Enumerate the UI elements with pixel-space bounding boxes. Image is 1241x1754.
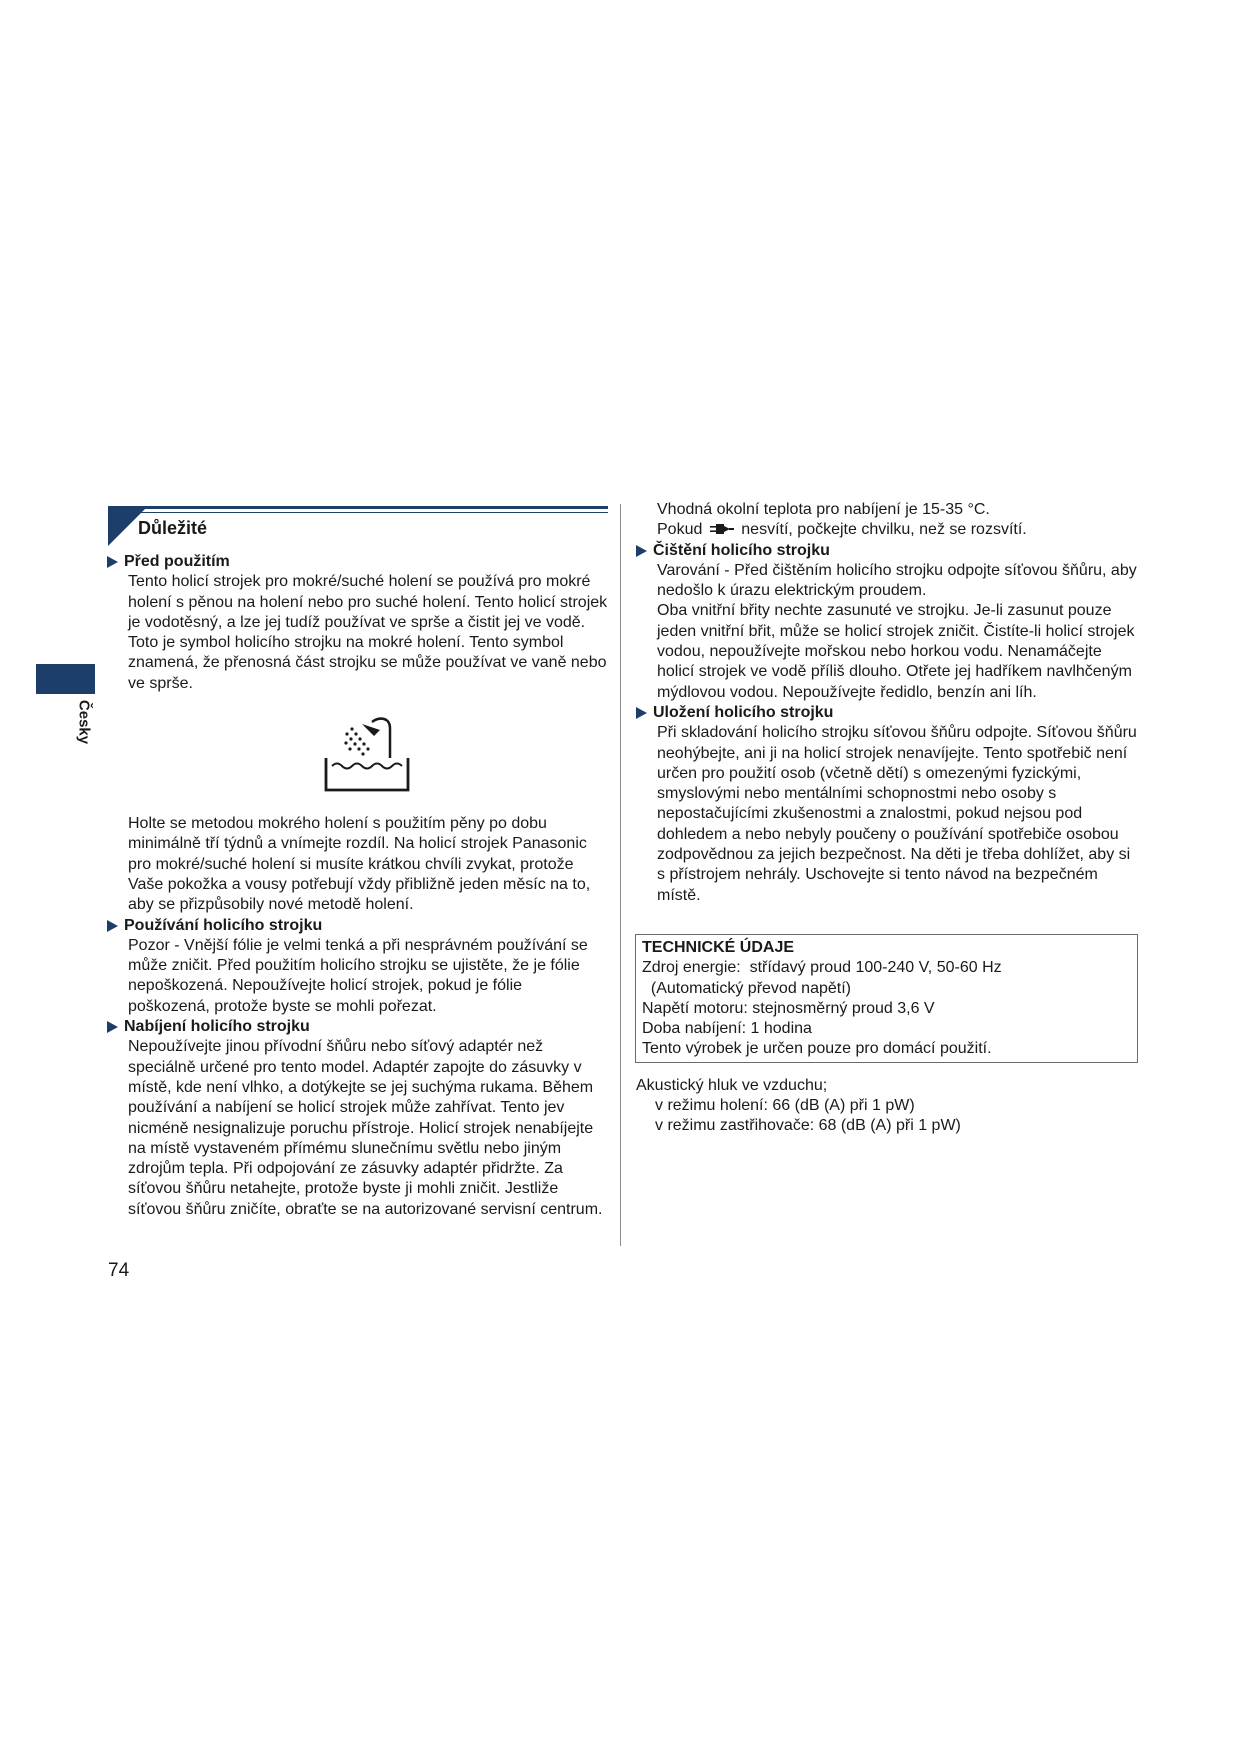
paragraph: Nepoužívejte jinou přívodní šňůru nebo síťový adaptér než speciálně určené pro tento model. Adaptér zapojte do zásuvky v místě, kde není vlhko, a dotýkejte se jej suchýma rukama. Během používání a nabíjení se holicí strojek může zahřívat. Tento jev nicméně nesignalizuje poruchu přístroje. Holicí strojek nenabíjejte na místě vystaveném přímému slunečnímu světlu nebo jiným zdrojům tepla. Při odpojování ze zásuvky adaptér přidržte. Za síťovou šňůru netahejte, protože byste ji mohli zničit. Jestliže síťovou šňůru zničíte, obraťte se na autorizované servisní centrum.: [128, 1038, 603, 1218]
arrow-bullet-icon: [107, 1021, 118, 1033]
section-heading: [637, 703, 1137, 723]
spec-line: Zdroj energie: střídavý proud 100-240 V, 50-60 Hz: [642, 959, 1002, 977]
arrow-bullet-icon: [636, 545, 647, 557]
paragraph: Tento holicí strojek pro mokré/suché holení se používá pro mokré holení s pěnou na holení nebo pro suché holení. Tento holicí strojek je vodotěsný, a lze jej tudíž používat ve sprše a čistit jej ve vodě. Toto je symbol holicího strojku na mokré holení. Tento symbol znamená, že přenosná část strojku se může používat ve vaně nebo ve sprše.: [128, 573, 608, 692]
section-heading: [108, 1017, 608, 1037]
section-heading: [637, 541, 1137, 561]
section-heading: [108, 552, 608, 572]
charging-plug-icon: [710, 523, 734, 535]
section-heading-text: Před použitím: [124, 553, 230, 570]
specs-title: TECHNICKÉ ÚDAJE: [642, 938, 795, 956]
spec-line: (Automatický převod napětí): [642, 979, 851, 997]
section-body: [108, 572, 608, 915]
lamp-note-suffix: nesvítí, počkejte chvilku, než se rozsvítí.: [741, 521, 1027, 539]
paragraph: Varování - Před čištěním holicího strojku odpojte síťovou šňůru, aby nedošlo k úrazu elektrickým proudem.: [657, 561, 1137, 600]
language-tab-marker: [36, 664, 95, 694]
paragraph: Pozor - Vnější fólie je velmi tenká a při nesprávném používání se může zničit. Před použitím holicího strojku se ujistěte, že je fólie nepoškozená. Nepoužívejte holicí strojek, pokud je fólie poškozená, protože byste se mohli pořezat.: [128, 936, 588, 1015]
header-rule-thin: [138, 512, 608, 513]
lamp-note-prefix: Pokud: [657, 521, 703, 539]
technical-specs-box: [635, 934, 1138, 1063]
left-column: [108, 500, 608, 1220]
spec-line: Napětí motoru: stejnosměrný proud 3,6 V: [642, 999, 935, 1017]
arrow-bullet-icon: [107, 556, 118, 568]
section-body: [637, 561, 1137, 703]
important-header: [108, 500, 608, 544]
noise-line: v režimu zastřihovače: 68 (dB (A) při 1 pW): [655, 1117, 961, 1135]
charging-lamp-note: [657, 520, 1137, 540]
section-heading-text: Uložení holicího strojku: [653, 703, 834, 721]
language-tab-label: Česky: [75, 699, 93, 745]
noise-title: Akustický hluk ve vzduchu;: [636, 1076, 828, 1094]
section-body: [108, 1037, 608, 1220]
header-rule: [108, 506, 608, 509]
section-body: [108, 936, 608, 1017]
section-heading-text: Používání holicího strojku: [124, 916, 323, 934]
section-heading-text: Nabíjení holicího strojku: [124, 1018, 310, 1036]
charging-temperature-note: Vhodná okolní teplota pro nabíjení je 15-35 °C.: [657, 501, 990, 518]
noise-line: v režimu holení: 66 (dB (A) při 1 pW): [655, 1097, 915, 1115]
right-column: [637, 500, 1137, 1137]
bath-shower-icon: [128, 700, 608, 808]
section-heading: [108, 916, 608, 936]
charging-notes: [637, 500, 1137, 541]
section-body: [637, 723, 1137, 906]
paragraph: Při skladování holicího strojku síťovou šňůru odpojte. Síťovou šňůru neohýbejte, ani ji na holicí strojek nenavíjejte. Tento spotřebič není určen pro použití osob (včetně dětí) s omezenými fyzickými, smyslovými nebo mentálními schopnostmi nebo osoby s nepostačujícími zkušenostmi a znalostmi, pokud nejsou pod dohledem a nebo nebyly poučeny o používání spotřebiče osobou zodpovědnou za jejich bezpečnost. Na děti je třeba dohlížet, aby si s přístrojem nehrály. Uschovejte si tento návod na bezpečném místě.: [657, 724, 1137, 904]
paragraph: Oba vnitřní břity nechte zasunuté ve strojku. Je-li zasunut pouze jeden vnitřní břit, může se holicí strojek zničit. Čistíte-li holicí strojek vodou, nepoužívejte mořskou nebo horkou vodu. Nenamáčejte holicí strojek ve vodě příliš dlouho. Otřete jej hadříkem navlhčeným mýdlovou vodou. Nepoužívejte ředidlo, benzín ani líh.: [657, 602, 1135, 701]
column-divider: [620, 504, 621, 1246]
noise-section: [637, 1076, 1137, 1137]
arrow-bullet-icon: [636, 707, 647, 719]
spec-line: Tento výrobek je určen pouze pro domácí použití.: [642, 1040, 992, 1058]
section-heading-text: Čištění holicího strojku: [653, 541, 830, 559]
important-title: Důležité: [138, 518, 208, 538]
page-number: 74: [108, 1260, 130, 1281]
arrow-bullet-icon: [107, 920, 118, 932]
paragraph: Holte se metodou mokrého holení s použitím pěny po dobu minimálně tří týdnů a vnímejte rozdíl. Na holicí strojek Panasonic pro mokré/suché holení si musíte krátkou chvíli zvykat, protože Vaše pokožka a vousy potřebují vždy přibližně jeden měsíc na to, aby se přizpůsobily nové metodě holení.: [128, 815, 591, 914]
spec-line: Doba nabíjení: 1 hodina: [642, 1020, 812, 1038]
